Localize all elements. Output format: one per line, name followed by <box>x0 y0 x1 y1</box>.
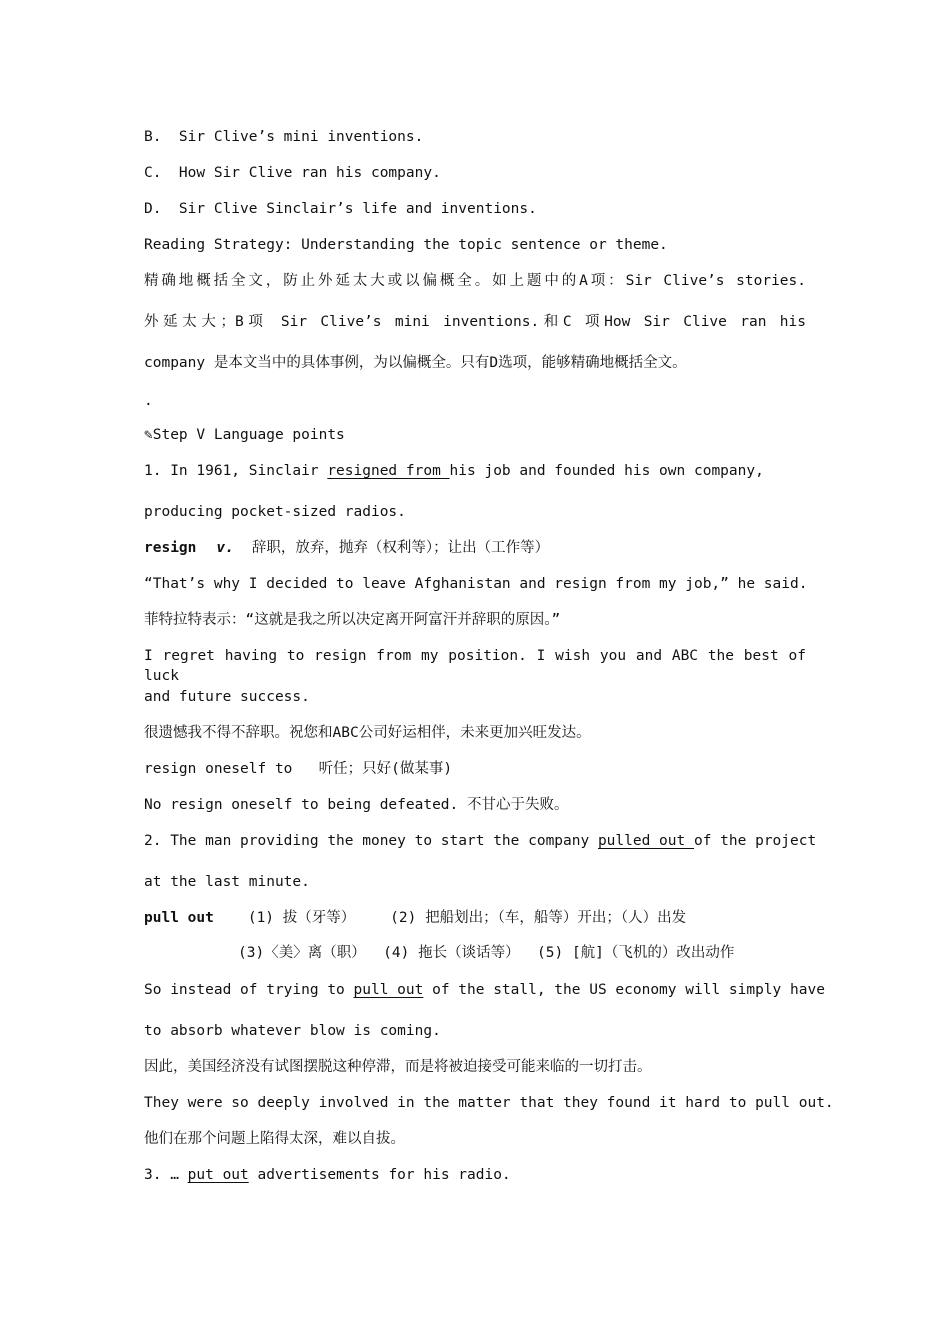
resign-phrase-example: No resign oneself to being defeated. 不甘心于失败。 <box>144 797 569 813</box>
resign-example-2-en-cont: and future success. <box>144 689 310 705</box>
pull-out-example-target: pull out <box>353 982 424 998</box>
point-1-target: resigned from <box>327 463 450 479</box>
point-3-target: put out <box>187 1167 249 1183</box>
strategy-line-3: company 是本文当中的具体事例，为以偏概全。只有D选项，能够精确地概括全文。 <box>144 355 687 371</box>
pull-out-example-2-en: They were so deeply involved in the matter that they found it hard to pull out. <box>144 1095 834 1111</box>
point-2-sentence: 2. The man providing the money to start the company pulled out of the project <box>144 833 817 849</box>
point-1-sentence-cont: producing pocket-sized radios. <box>144 504 406 520</box>
resign-example-2-en: I regret having to resign from my position. I wish you and ABC the best of luck <box>144 648 806 684</box>
point-2-sentence-cont: at the last minute. <box>144 874 310 890</box>
pull-out-term: pull out <box>144 910 214 926</box>
resign-term: resign <box>144 540 197 556</box>
pull-out-senses-2: (3)〈美〉离（职） (4) 拖长（谈话等） (5) [航]（飞机的）改出动作 <box>238 945 735 961</box>
pull-out-example-1-en-cont: to absorb whatever blow is coming. <box>144 1023 441 1039</box>
resign-example-1-zh: 菲特拉特表示：“这就是我之所以决定离开阿富汗并辞职的原因。” <box>144 612 561 628</box>
resign-example-2-zh: 很遗憾我不得不辞职。祝您和ABC公司好运相伴，未来更加兴旺发达。 <box>144 725 591 741</box>
pull-out-definition <box>144 908 686 928</box>
strategy-line-2: 外延太大；B项 Sir Clive’s mini inventions.和C 项How Sir Clive ran his <box>144 314 806 330</box>
point-1-sentence: 1. In 1961, Sinclair resigned from his job and founded his own company, <box>144 463 764 479</box>
step-heading <box>144 425 345 445</box>
pull-out-example-1-zh: 因此，美国经济没有试图摆脱这种停滞，而是将被迫接受可能来临的一切打击。 <box>144 1059 652 1075</box>
point-3-sentence: 3. … put out advertisements for his radio. <box>144 1167 511 1183</box>
resign-pos: v. <box>216 540 234 556</box>
strategy-title: Reading Strategy: Understanding the topic sentence or theme. <box>144 237 668 253</box>
strategy-line-1: 精确地概括全文，防止外延太大或以偏概全。如上题中的A项：Sir Clive’s stories. <box>144 273 806 289</box>
option-b: B. Sir Clive’s mini inventions. <box>144 129 424 145</box>
pull-out-example-2-zh: 他们在那个问题上陷得太深，难以自拔。 <box>144 1131 405 1147</box>
pull-out-example-1-en: So instead of trying to pull out of the stall, the US economy will simply have <box>144 982 825 998</box>
resign-phrase: resign oneself to 听任；只好(做某事) <box>144 761 453 777</box>
separator-dot: . <box>144 393 153 409</box>
option-d: D. Sir Clive Sinclair’s life and inventions. <box>144 201 537 217</box>
step-icon: ✎ <box>144 427 153 443</box>
resign-meaning: 辞职，放弃，抛弃（权利等）；让出（工作等） <box>251 540 550 556</box>
option-c: C. How Sir Clive ran his company. <box>144 165 441 181</box>
point-2-target: pulled out <box>597 833 694 849</box>
pull-out-senses-1: (1) 拔（牙等） (2) 把船划出；（车，船等）开出；（人）出发 <box>247 910 687 926</box>
resign-definition <box>144 538 549 558</box>
step-title: Step V Language points <box>152 427 345 443</box>
resign-example-1-en: “That’s why I decided to leave Afghanistan and resign from my job,” he said. <box>144 576 808 592</box>
